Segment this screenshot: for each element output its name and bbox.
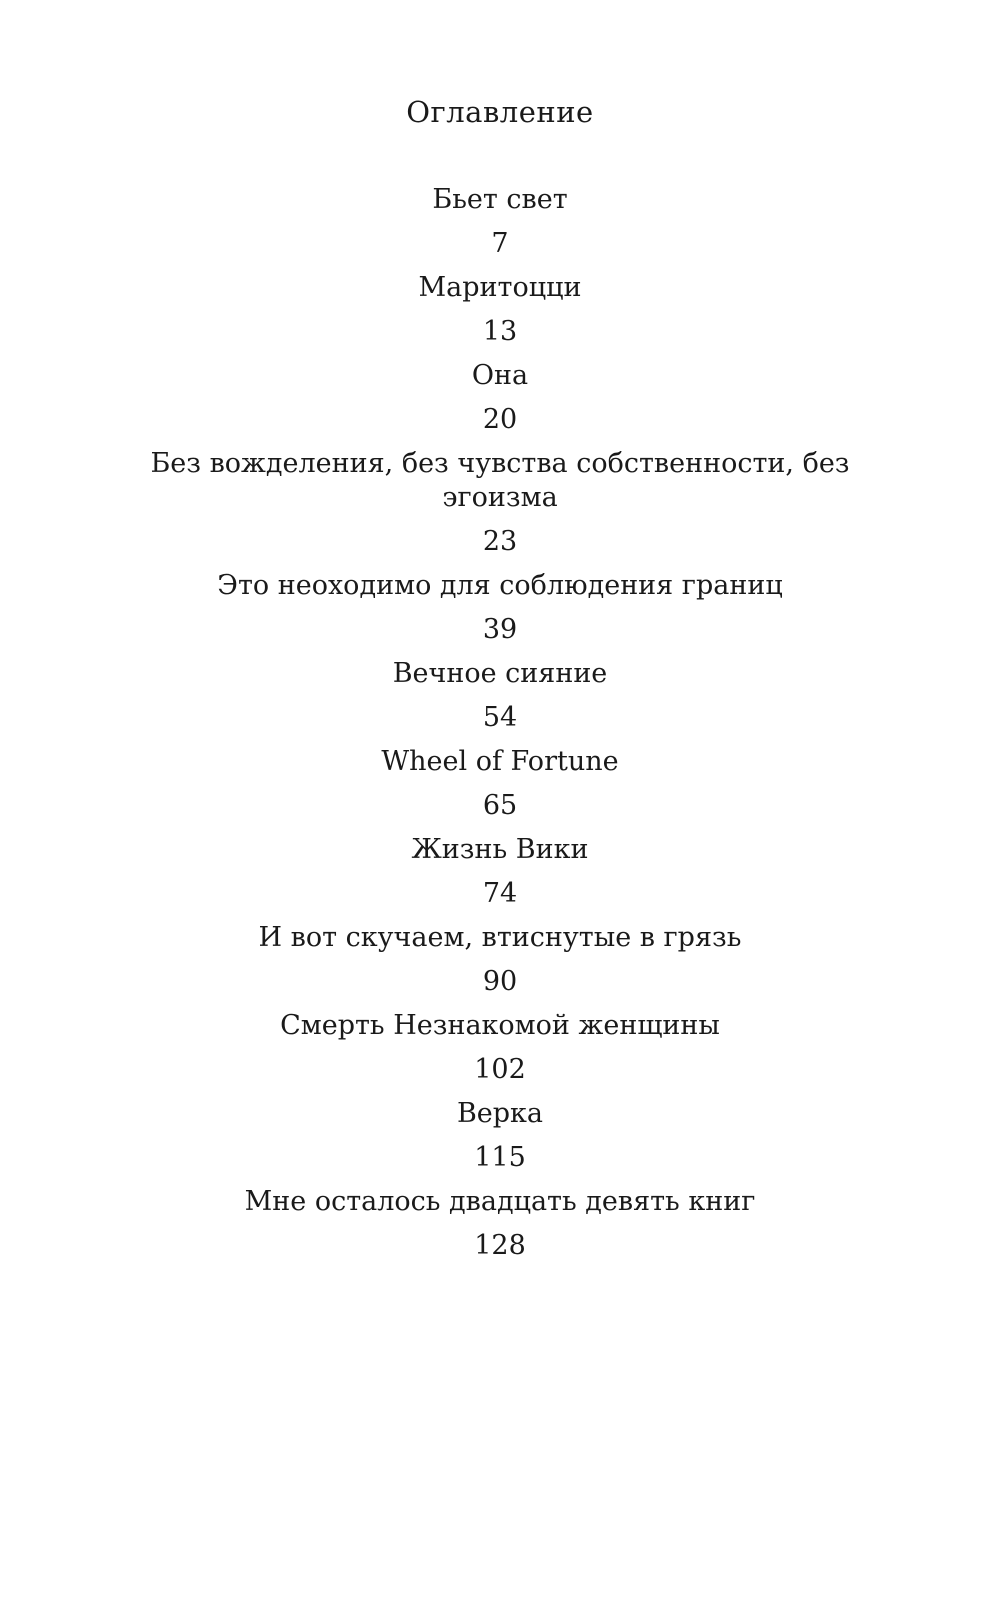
toc-chapter-title: Wheel of Fortune	[381, 746, 619, 777]
toc-page-number: 65	[482, 790, 518, 821]
toc-chapter-title: И вот скучаем, втиснутые в грязь	[258, 922, 742, 953]
toc-entry	[0, 652, 1000, 740]
toc-page-number: 7	[491, 228, 509, 259]
toc-chapter-title: Маритоцци	[418, 272, 582, 303]
toc-entry	[0, 564, 1000, 652]
toc-page-number: 115	[474, 1142, 526, 1173]
toc-page-number: 54	[482, 702, 518, 733]
toc-entry	[0, 442, 1000, 564]
toc-page-number: 102	[474, 1054, 526, 1085]
toc-chapter-title: Без вожделения, без чувства собственности, без эгоизма	[150, 448, 850, 513]
toc-page-number: 74	[482, 878, 518, 909]
toc-entry	[0, 178, 1000, 266]
toc-entry	[0, 916, 1000, 1004]
toc-chapter-title: Вечное сияние	[392, 658, 608, 689]
toc-entry	[0, 266, 1000, 354]
toc-page-number: 23	[482, 526, 518, 557]
toc-entry	[0, 828, 1000, 916]
toc-chapter-title: Смерть Незнакомой женщины	[280, 1010, 720, 1041]
toc-entry	[0, 1180, 1000, 1268]
toc-entry	[0, 1092, 1000, 1180]
toc-chapter-title: Мне осталось двадцать девять книг	[244, 1186, 756, 1217]
toc-entry	[0, 354, 1000, 442]
toc-chapter-title: Она	[471, 360, 529, 391]
toc-list	[0, 178, 1000, 1268]
toc-chapter-title: Верка	[456, 1098, 544, 1129]
toc-page-number: 13	[482, 316, 518, 347]
toc-chapter-title: Бьет свет	[432, 184, 568, 215]
toc-title: Оглавление	[406, 95, 594, 129]
toc-page-number: 90	[482, 966, 518, 997]
toc-chapter-title: Это неоходимо для соблюдения границ	[217, 570, 783, 601]
toc-page-number: 20	[482, 404, 518, 435]
toc-page-number: 128	[474, 1230, 526, 1261]
toc-page-number: 39	[482, 614, 518, 645]
toc-entry	[0, 1004, 1000, 1092]
toc-entry	[0, 740, 1000, 828]
toc-chapter-title: Жизнь Вики	[411, 834, 589, 865]
